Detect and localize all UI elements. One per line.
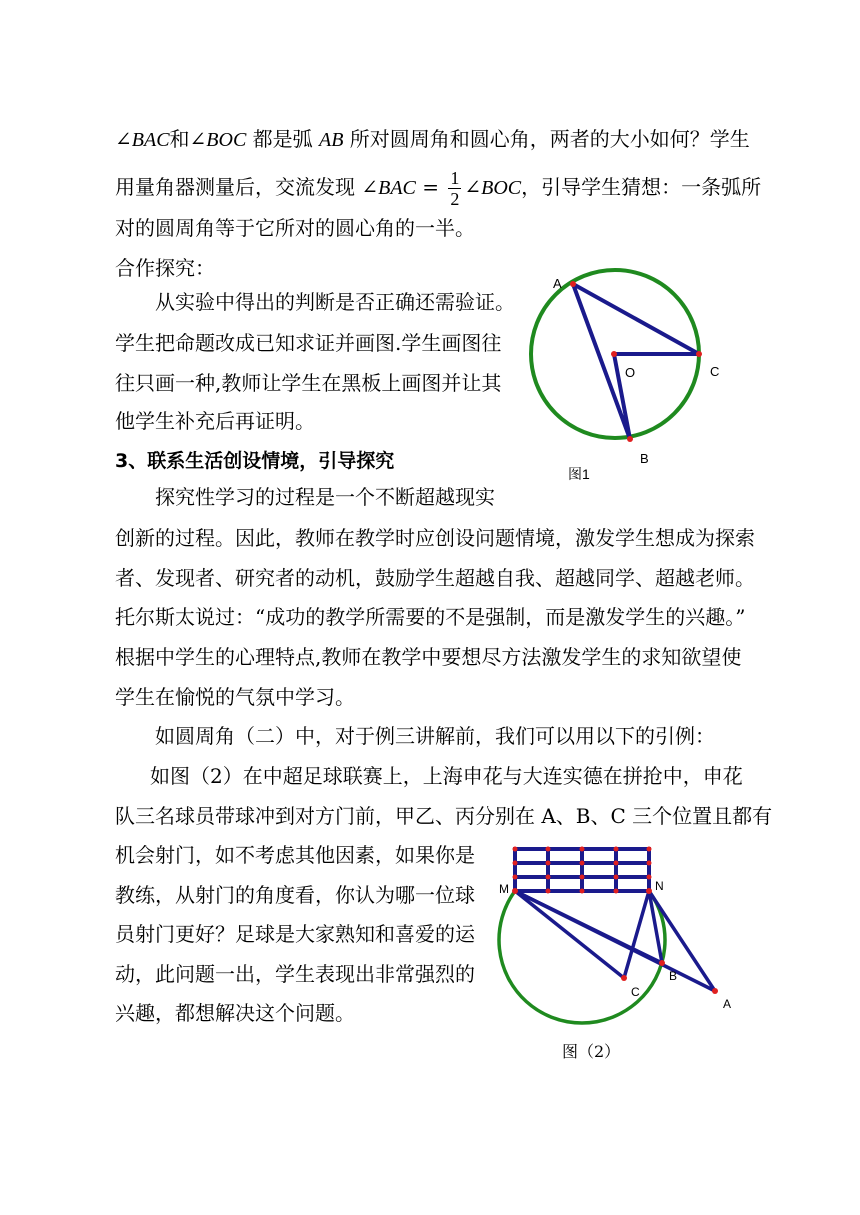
figure1-point-o [611,351,617,357]
math-angle-boc: ∠BOC [464,177,522,199]
text-line: 根据中学生的心理特点,教师在教学中要想尽方法激发学生的求知欲望使 [115,645,742,669]
text-line: 探究性学习的过程是一个不断超越现实 [155,485,495,509]
text-line: 者、发现者、研究者的动机，鼓励学生超越自我、超越同学、超越老师。 [115,566,755,590]
math-angle-bac: ∠BAC [115,129,170,151]
figure2-label-a: A [723,997,732,1011]
text-line: 创新的过程。因此，教师在教学时应创设问题情境，激发学生想成为探索 [115,526,755,550]
section-heading-coop: 合作探究： [115,256,215,280]
figure1-caption: 图1 [568,466,590,482]
fraction-numerator: 1 [450,168,460,188]
text-line: 学生在愉悦的气氛中学习。 [115,685,355,709]
figure2-point-c [621,975,627,981]
text-line: 他学生补充后再证明。 [115,409,315,433]
math-equals: = [415,175,446,199]
figure2-label-m: M [499,882,509,896]
text-line: 队三名球员带球冲到对方门前，甲乙、丙分别在 A、B、C 三个位置且都有 [115,804,773,828]
figure2-lines [515,891,715,991]
section-heading-3: 3、联系生活创设情境，引导探究 [115,450,395,472]
figure-2 [490,835,750,1035]
figure2-point-a [712,988,718,994]
figure2-goal-grid [515,849,649,891]
figure2-label-n: N [655,879,664,893]
figure1-point-b [627,436,633,442]
figure1-point-c [696,351,702,357]
text-line: 如圆周角（二）中，对于例三讲解前，我们可以用以下的引例： [155,724,715,748]
text-line: 对的圆周角等于它所对的圆心角的一半。 [115,216,475,240]
text-line [115,168,761,209]
figure1-label-o: O [625,365,636,380]
text-line: 如图（2）在中超足球联赛上，上海申花与大连实德在拼抢中，申花 [150,764,743,788]
text-line [115,127,750,152]
text-line: 教练，从射门的角度看，你认为哪一位球 [115,883,475,907]
text-fragment: 和 [169,127,190,151]
text-fragment: 用量角器测量后，交流发现 [115,175,362,199]
text-line: 员射门更好？足球是大家熟知和喜爱的运 [115,922,475,946]
figure2-label-c: C [631,985,640,999]
text-line: 从实验中得出的判断是否正确还需验证。 [155,290,515,314]
text-line: 兴趣，都想解决这个问题。 [115,1001,355,1025]
figure1-label-c: C [710,364,720,379]
text-line: 往只画一种,教师让学生在黑板上画图并让其 [115,371,502,395]
fraction-one-half [448,168,461,209]
figure2-label-b: B [669,969,678,983]
figure2-caption: 图（2） [562,1042,621,1061]
text-fragment: 所对圆周角和圆心角，两者的大小如何？学生 [343,127,750,151]
figure1-lines [573,284,699,439]
figure2-point-b [659,960,665,966]
text-fragment: 都是弧 [246,127,320,151]
fraction-denominator: 2 [450,189,460,209]
math-arc-ab: AB [319,129,344,151]
figure1-label-b: B [640,451,649,466]
math-angle-bac: ∠BAC [361,177,416,199]
figure2-point-n [646,888,652,894]
text-fragment: ，引导学生猜想：一条弧所 [521,175,762,199]
figure2-point-m [512,888,518,894]
figure1-point-a [570,281,576,287]
text-line: 托尔斯太说过：“成功的教学所需要的不是强制，而是激发学生的兴趣。” [115,605,746,629]
text-line: 动，此问题一出，学生表现出非常强烈的 [115,962,475,986]
figure2-circle [499,891,665,1023]
text-line: 学生把命题改成已知求证并画图.学生画图往 [115,331,502,355]
figure1-label-a: A [553,276,562,291]
math-angle-boc: ∠BOC [189,129,247,151]
text-line: 机会射门，如不考虑其他因素，如果你是 [115,843,475,867]
